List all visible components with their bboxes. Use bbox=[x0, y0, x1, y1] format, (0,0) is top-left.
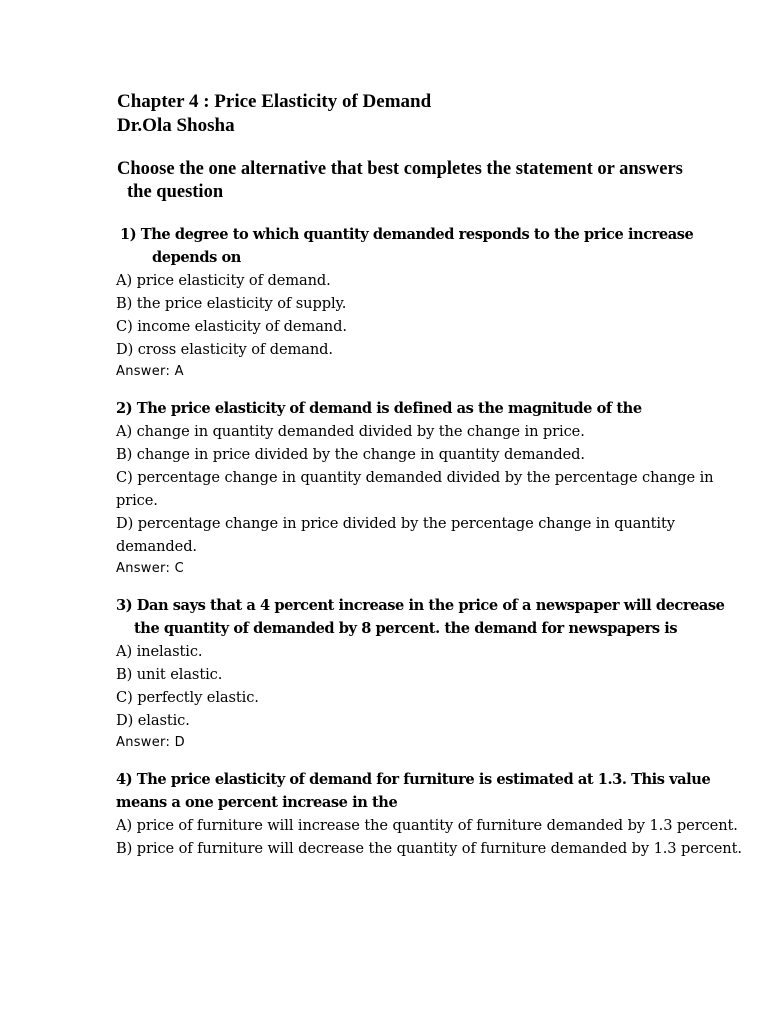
question-3-line-2: the quantity of demanded by 8 percent. the demand for newspapers is bbox=[134, 620, 678, 637]
instructions-line-1: Choose the one alternative that best completes the statement or answers bbox=[117, 159, 683, 179]
question-1-line-2: depends on bbox=[152, 249, 241, 266]
question-4-text bbox=[116, 768, 756, 814]
question-4-option-a: A) price of furniture will increase the quantity of furniture demanded by 1.3 percent. bbox=[116, 817, 738, 834]
question-4-line-2: means a one percent increase in the bbox=[116, 794, 398, 811]
question-1-answer: Answer: A bbox=[116, 364, 184, 379]
question-3-option-c: C) perfectly elastic. bbox=[116, 689, 259, 706]
question-2-line-1: 2) The price elasticity of demand is defined as the magnitude of the bbox=[116, 400, 642, 417]
question-2-option-b: B) change in price divided by the change in quantity demanded. bbox=[116, 446, 585, 463]
question-1-option-d: D) cross elasticity of demand. bbox=[116, 341, 333, 358]
question-3-answer: Answer: D bbox=[116, 735, 185, 750]
question-2-text bbox=[116, 397, 756, 420]
question-4-line-1: 4) The price elasticity of demand for furniture is estimated at 1.3. This value bbox=[116, 771, 711, 788]
question-1-option-b: B) the price elasticity of supply. bbox=[116, 295, 347, 312]
question-1-text bbox=[116, 223, 756, 269]
chapter-title: Chapter 4 : Price Elasticity of Demand bbox=[117, 91, 432, 112]
author-name: Dr.Ola Shosha bbox=[117, 115, 235, 136]
question-1-option-a: A) price elasticity of demand. bbox=[116, 272, 331, 289]
question-1-line-1: 1) The degree to which quantity demanded responds to the price increase bbox=[120, 226, 694, 243]
question-3 bbox=[116, 594, 756, 754]
question-2-option-a: A) change in quantity demanded divided by the change in price. bbox=[116, 423, 585, 440]
question-3-text bbox=[116, 594, 756, 640]
question-3-option-a: A) inelastic. bbox=[116, 643, 203, 660]
question-2-option-c: C) percentage change in quantity demanded divided by the percentage change in price. bbox=[116, 469, 714, 509]
instructions bbox=[117, 158, 757, 204]
question-2 bbox=[116, 397, 756, 580]
question-3-line-1: 3) Dan says that a 4 percent increase in the price of a newspaper will decrease bbox=[116, 597, 725, 614]
question-1 bbox=[116, 223, 756, 383]
question-4 bbox=[116, 768, 756, 860]
question-3-option-d: D) elastic. bbox=[116, 712, 190, 729]
question-4-option-b: B) price of furniture will decrease the quantity of furniture demanded by 1.3 percent. bbox=[116, 840, 742, 857]
question-2-option-d: D) percentage change in price divided by the percentage change in quantity demanded. bbox=[116, 515, 675, 555]
question-3-option-b: B) unit elastic. bbox=[116, 666, 223, 683]
question-2-answer: Answer: C bbox=[116, 561, 184, 576]
instructions-line-2: the question bbox=[127, 182, 224, 202]
question-1-option-c: C) income elasticity of demand. bbox=[116, 318, 347, 335]
